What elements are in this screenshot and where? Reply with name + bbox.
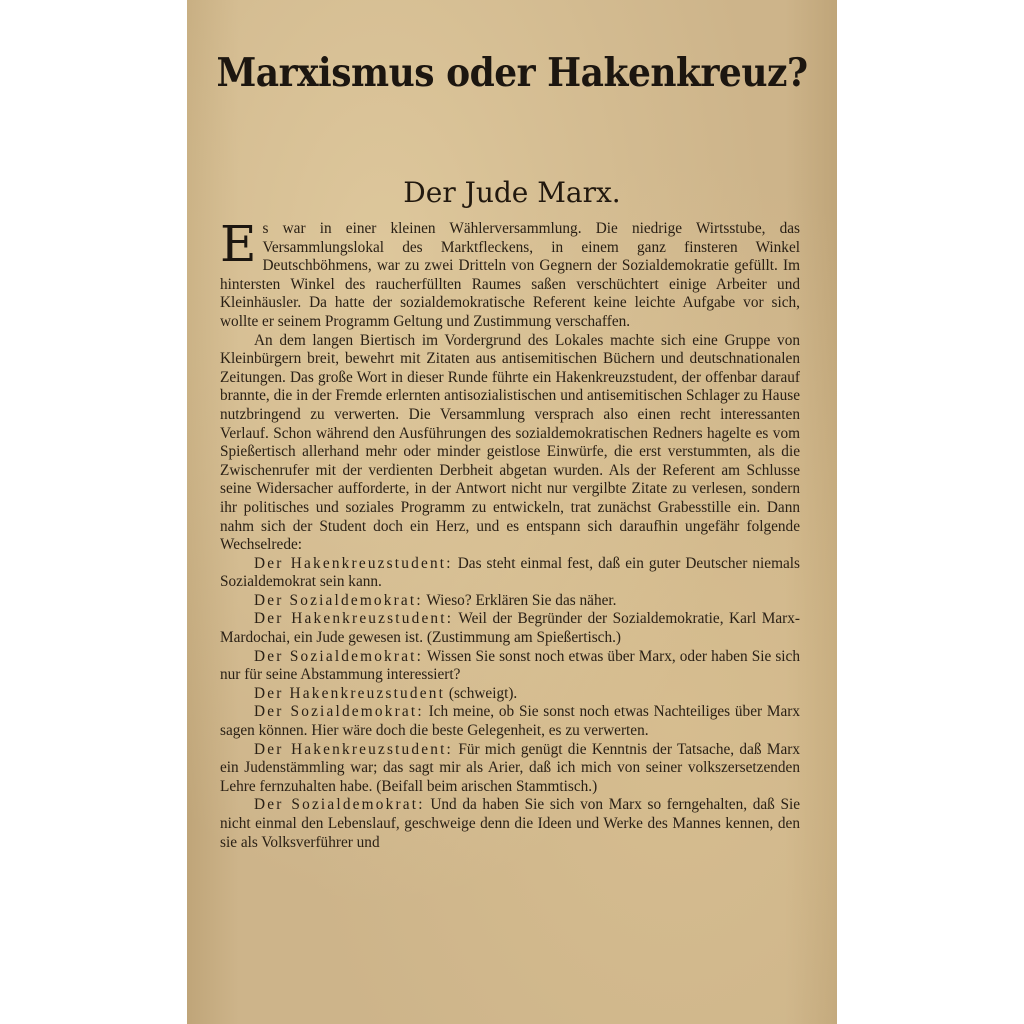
dialogue-line [220,741,800,797]
dialogue-line [220,555,800,592]
dialogue-line [220,592,800,611]
dialogue-text: Das steht einmal fest, daß ein guter Deutscher niemals Sozialdemokrat sein kann. [220,554,800,591]
dialogue-text: Und da haben Sie sich von Marx so ferngehalten, daß Sie nicht einmal den Lebenslauf, geschweige denn die Ideen und Werke des Mannes kennen, den sie als Volksverführer und [220,796,801,851]
speaker-label: Der Hakenkreuzstudent: [254,554,453,572]
dialogue-line [220,703,800,740]
speaker-label: Der Hakenkreuzstudent: [254,610,454,628]
dialogue-text: (schweigt). [445,684,518,702]
speaker-label: Der Sozialdemokrat: [254,796,425,814]
speaker-label: Der Sozialdemokrat: [254,703,424,721]
drop-cap: E [220,215,257,273]
dialogue-text: Wissen Sie sonst noch etwas über Marx, oder haben Sie sich nur für seine Abstammung interessiert? [220,647,800,684]
speaker-label: Der Sozialdemokrat: [254,591,423,609]
dialogue-line [220,610,800,647]
paragraph-2: An dem langen Biertisch im Vordergrund des Lokales machte sich eine Gruppe von Kleinbürgern breit, bewehrt mit Zitaten aus antisemitischen Büchern und deutschnationalen Zeitungen. Das große Wort in dieser Runde führte ein Hakenkreuzstudent, der offenbar darauf brannte, die in der Fremde erlernten antisozialistischen und antisemitischen Schlager zu Hause nutzbringend zu verwerten. Die Versammlung versprach also einen recht interessanten Verlauf. Schon während den Ausführungen des sozialdemokratischen Redners hagelte es vom Spießertisch allerhand mehr oder minder geistlose Einwürfe, die erst verstummten, als die Zwischenrufer mit der verdienten Derbheit abgetan wurden. Als der Referent am Schlusse seine Widersacher aufforderte, in der Antwort nicht nur vergilbte Zitate zu verlesen, sondern ihr politisches und soziales Programm zu entwickeln, trat zunächst Grabesstille ein. Dann nahm sich der Student doch ein Herz, und es entspann sich daraufhin ungefähr folgende Wechselrede: [220,331,800,554]
speaker-label: Der Hakenkreuzstudent: [254,740,453,758]
intro-text: s war in einer kleinen Wählerversammlung. Die niedrige Wirtsstube, das Versammlungslokal des Marktfleckens, in einem ganz finsteren Winkel Deutschböhmens, war zu zwei Dritteln von Gegnern der Sozialdemokratie gefüllt. Im hintersten Winkel des raucherfüllten Raumes saßen verschüchtert einige Arbeiter und Kleinhäusler. Da hatte der sozialdemokratische Referent keine leichte Aufgabe vor sich, wollte er seinem Programm Geltung und Zustimmung verschaffen. [220,220,800,330]
dialogue-line [220,685,800,704]
body-text [220,215,801,852]
dialogue-line [220,796,800,852]
dialogue-text: Ich meine, ob Sie sonst noch etwas Nachteiliges über Marx sagen können. Hier wäre doch die beste Gelegenheit, es zu verwerten. [220,703,801,740]
speaker-label: Der Sozialdemokrat: [254,647,424,665]
dialogue-text: Weil der Begründer der Sozialdemokratie, Karl Marx-Mardochai, ein Jude gewesen ist. (Zustimmung am Spießertisch.) [220,610,800,647]
dialogue-line [220,648,800,685]
intro-paragraph [220,215,800,332]
dialogue-text: Wieso? Erklären Sie das näher. [422,591,617,609]
speaker-label: Der Hakenkreuzstudent [254,684,446,702]
headline: Marxismus oder Hakenkreuz? [216,49,808,97]
book-page [187,0,837,1024]
dialogue-text: Für mich genügt die Kenntnis der Tatsache, daß Marx ein Judenstämmling war; das sagt mir als Arier, daß ich mich von seiner volkszersetzenden Lehre fernzuhalten habe. (Beifall beim arischen Stammtisch.) [220,740,800,795]
chapter-title: Der Jude Marx. [403,176,621,209]
